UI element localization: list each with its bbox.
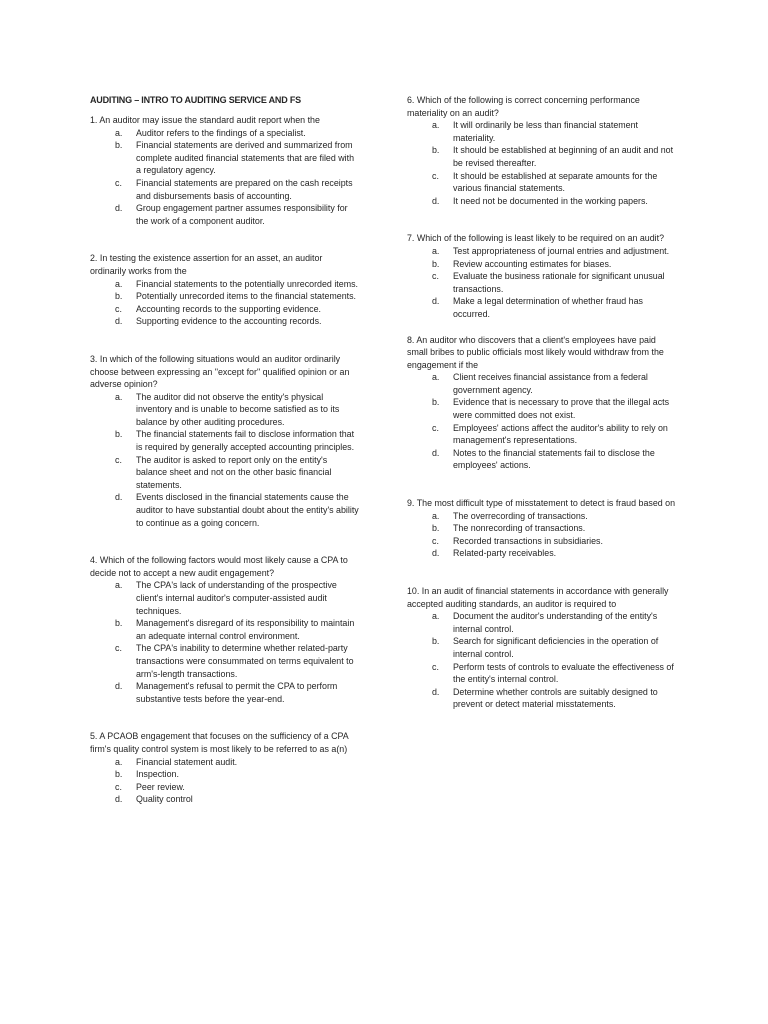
option-a [90, 579, 360, 617]
option-d [407, 447, 679, 472]
options-list [90, 579, 360, 705]
option-letter: b. [115, 618, 123, 629]
option-text: Recorded transactions in subsidiaries. [453, 535, 603, 546]
option-letter: d. [115, 316, 123, 327]
option-letter: b. [432, 145, 440, 156]
question-1 [90, 114, 360, 227]
question-text: 7. Which of the following is least likely to be required on an audit? [407, 233, 665, 244]
option-text: Notes to the financial statements fail to disclose the employees' actions. [453, 447, 655, 471]
option-letter: c. [432, 661, 439, 672]
option-text: Financial statements to the potentially unrecorded items. [136, 278, 358, 289]
option-text: The financial statements fail to disclose information that is required by generally accepted accounting principles. [136, 429, 355, 453]
options-list [90, 756, 360, 806]
question-text: 6. Which of the following is correct concerning performance materiality on an audit? [407, 95, 640, 118]
option-text: The CPA's inability to determine whether related-party transactions were consummated on terms equivalent to arm's-length transactions. [136, 643, 354, 679]
question-text: 2. In testing the existence assertion for an asset, an auditor ordinarily works from the [90, 253, 323, 276]
option-c [407, 170, 679, 195]
option-text: Related-party receivables. [453, 548, 557, 559]
right-column [407, 94, 679, 711]
option-a [90, 127, 360, 140]
option-text: The CPA's lack of understanding of the prospective client's internal auditor's computer-assisted audit techniques. [136, 580, 337, 616]
option-c [90, 303, 360, 316]
option-b [90, 428, 360, 453]
option-letter: c. [115, 303, 122, 314]
option-d [407, 195, 679, 208]
option-letter: a. [115, 127, 123, 138]
option-c [90, 177, 360, 202]
option-letter: b. [115, 769, 123, 780]
option-text: Auditor refers to the findings of a specialist. [136, 127, 306, 138]
option-letter: d. [432, 686, 440, 697]
question-2 [90, 252, 360, 328]
option-text: Client receives financial assistance from a federal government agency. [453, 372, 648, 395]
option-text: Test appropriateness of journal entries and adjustment. [453, 245, 670, 256]
option-letter: a. [115, 278, 123, 289]
question-7 [407, 232, 679, 320]
option-c [407, 270, 679, 295]
option-letter: b. [432, 258, 440, 269]
option-b [90, 139, 360, 177]
option-letter: c. [115, 177, 122, 188]
option-text: Management's disregard of its responsibility to maintain an adequate internal control environment. [136, 618, 355, 641]
option-letter: d. [432, 447, 440, 458]
option-letter: a. [432, 510, 440, 521]
option-letter: b. [432, 523, 440, 534]
option-a [90, 391, 360, 429]
option-letter: c. [432, 535, 439, 546]
option-text: Review accounting estimates for biases. [453, 258, 612, 269]
option-c [407, 535, 679, 548]
option-letter: c. [115, 643, 122, 654]
question-text: 10. In an audit of financial statements in accordance with generally accepted auditing standards, an auditor is required to [407, 586, 669, 609]
option-d [90, 793, 360, 806]
option-letter: c. [432, 422, 439, 433]
options-list [407, 119, 679, 207]
question-10 [407, 585, 679, 711]
option-letter: a. [115, 391, 123, 402]
option-d [90, 491, 360, 529]
option-letter: c. [115, 781, 122, 792]
option-a [407, 510, 679, 523]
option-text: Employees' actions affect the auditor's ability to rely on management's representations. [453, 422, 668, 446]
options-list [407, 610, 679, 711]
option-text: Management's refusal to permit the CPA to perform substantive tests before the year-end. [136, 681, 338, 704]
option-d [90, 315, 360, 328]
option-b [407, 258, 679, 271]
option-text: The auditor is asked to report only on the entity's balance sheet and not on the other basic financial statements. [136, 454, 332, 490]
option-letter: b. [115, 429, 123, 440]
option-text: It should be established at separate amounts for the various financial statements. [453, 170, 658, 194]
option-letter: d. [432, 548, 440, 559]
option-text: Determine whether controls are suitably designed to prevent or detect material misstatements. [453, 686, 658, 710]
question-4 [90, 554, 360, 705]
option-c [90, 642, 360, 680]
option-text: Financial statement audit. [136, 756, 238, 767]
option-text: Quality control [136, 794, 193, 805]
option-c [407, 422, 679, 447]
option-letter: b. [432, 636, 440, 647]
question-text: 3. In which of the following situations would an auditor ordinarily choose between expressing an "except for" qualified opinion or an adverse opinion? [90, 353, 350, 390]
options-list [90, 278, 360, 328]
option-letter: b. [115, 291, 123, 302]
question-3 [90, 353, 360, 529]
option-c [407, 661, 679, 686]
option-text: Make a legal determination of whether fraud has occurred. [453, 296, 643, 319]
option-d [90, 202, 360, 227]
option-letter: a. [115, 580, 123, 591]
option-b [90, 290, 360, 303]
option-text: Supporting evidence to the accounting records. [136, 316, 322, 327]
left-column [90, 94, 360, 806]
option-text: The auditor did not observe the entity's physical inventory and is unable to become satisfied as to its balance by other auditing procedures. [136, 391, 340, 427]
question-5 [90, 730, 360, 806]
option-text: Evidence that is necessary to prove that the illegal acts were committed does not exist. [453, 397, 670, 421]
option-letter: a. [432, 611, 440, 622]
option-letter: b. [115, 140, 123, 151]
option-text: It will ordinarily be less than financial statement materiality. [453, 120, 638, 143]
option-b [407, 522, 679, 535]
option-text: Financial statements are derived and summarized from complete audited financial statements that are filed with a regulatory agency. [136, 140, 355, 176]
option-letter: a. [432, 245, 440, 256]
option-letter: a. [432, 120, 440, 131]
option-text: Accounting records to the supporting evidence. [136, 303, 322, 314]
option-c [90, 454, 360, 492]
option-a [407, 119, 679, 144]
option-a [407, 245, 679, 258]
option-text: Evaluate the business rationale for significant unusual transactions. [453, 271, 665, 294]
option-letter: d. [115, 203, 123, 214]
question-text: 4. Which of the following factors would most likely cause a CPA to decide not to accept a new audit engagement? [90, 555, 348, 578]
option-letter: d. [115, 794, 123, 805]
option-letter: c. [432, 170, 439, 181]
options-list [90, 127, 360, 228]
option-letter: d. [432, 195, 440, 206]
option-a [90, 278, 360, 291]
question-6 [407, 94, 679, 207]
option-text: Perform tests of controls to evaluate the effectiveness of the entity's internal control. [453, 661, 674, 685]
option-letter: c. [432, 271, 439, 282]
option-b [407, 144, 679, 169]
option-text: Group engagement partner assumes responsibility for the work of a component auditor. [136, 203, 348, 226]
question-text: 5. A PCAOB engagement that focuses on the sufficiency of a CPA firm's quality control system is most likely to be referred to as a(n) [90, 731, 349, 754]
option-text: Inspection. [136, 769, 179, 780]
option-letter: c. [115, 454, 122, 465]
option-a [407, 371, 679, 396]
question-text: 8. An auditor who discovers that a client's employees have paid small bribes to public officials most likely would withdraw from the engagement if the [407, 334, 664, 370]
option-text: It need not be documented in the working papers. [453, 195, 648, 206]
option-b [407, 396, 679, 421]
document-title: AUDITING – INTRO TO AUDITING SERVICE AND FS [90, 95, 301, 105]
option-b [90, 617, 360, 642]
option-text: Peer review. [136, 781, 185, 792]
question-text: 1. An auditor may issue the standard audit report when the [90, 115, 320, 125]
option-text: Potentially unrecorded items to the financial statements. [136, 291, 357, 302]
options-list [407, 510, 679, 560]
option-text: It should be established at beginning of an audit and not be revised thereafter. [453, 145, 674, 168]
option-letter: d. [432, 296, 440, 307]
option-a [407, 610, 679, 635]
option-text: Financial statements are prepared on the cash receipts and disbursements basis of accounting. [136, 177, 353, 201]
option-letter: b. [432, 397, 440, 408]
option-d [407, 686, 679, 711]
option-text: Search for significant deficiencies in the operation of internal control. [453, 636, 659, 659]
option-text: Document the auditor's understanding of the entity's internal control. [453, 611, 658, 634]
options-list [90, 391, 360, 530]
option-letter: a. [432, 372, 440, 383]
option-letter: d. [115, 492, 123, 503]
option-d [90, 680, 360, 705]
option-letter: d. [115, 681, 123, 692]
option-text: The nonrecording of transactions. [453, 523, 586, 534]
option-d [407, 547, 679, 560]
option-b [90, 768, 360, 781]
option-d [407, 295, 679, 320]
option-text: Events disclosed in the financial statements cause the auditor to have substantial doubt about the entity's ability to continue as a going concern. [136, 492, 359, 528]
option-text: The overrecording of transactions. [453, 510, 588, 521]
option-c [90, 781, 360, 794]
question-8 [407, 334, 679, 473]
options-list [407, 371, 679, 472]
options-list [407, 245, 679, 321]
question-9 [407, 497, 679, 560]
question-text: 9. The most difficult type of misstatement to detect is fraud based on [407, 498, 676, 509]
option-a [90, 756, 360, 769]
option-b [407, 635, 679, 660]
option-letter: a. [115, 756, 123, 767]
